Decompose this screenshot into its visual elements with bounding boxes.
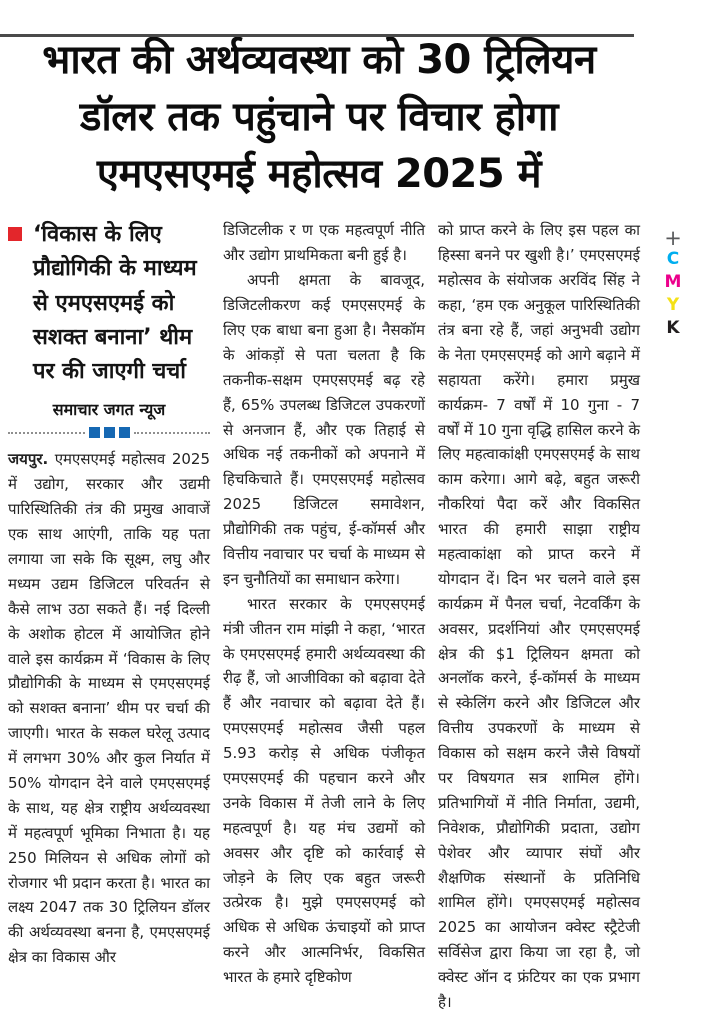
cmyk-magenta-mark: M bbox=[664, 272, 682, 292]
byline-separator bbox=[8, 427, 210, 438]
byline: समाचार जगत न्यूज bbox=[52, 399, 166, 419]
headline-line-1: भारत की अर्थव्यवस्था को 30 ट्रिलियन bbox=[42, 37, 596, 83]
standfirst bbox=[8, 218, 210, 388]
article-column-2 bbox=[223, 218, 425, 1015]
headline bbox=[8, 32, 630, 202]
cmyk-yellow-mark: Y bbox=[666, 295, 680, 315]
article-column-3 bbox=[438, 218, 640, 1015]
print-registration-marks bbox=[656, 228, 690, 340]
blue-square-icon bbox=[89, 427, 100, 438]
headline-line-2: डॉलर तक पहुंचाने पर विचार होगा bbox=[79, 93, 559, 140]
cmyk-cyan-mark: C bbox=[666, 249, 680, 269]
paragraph-col2-3: भारत सरकार के एमएसएमई मंत्री जीतन राम मांझी ने कहा, ‘भारत के एमएसएमई हमारी अर्थव्यवस्था की रीढ़ हैं, जो आजीविका को बढ़ावा देते हैं और नवाचार को बढ़ावा देते हैं। एमएसएमई महोत्सव जैसी पहल 5.93 करोड़ से अधिक पंजीकृत एमएसएमई की पहचान करने और उनके विकास में तेजी लाने के लिए महत्वपूर्ण है। यह मंच उद्यमों को अवसर और दृष्टि को कार्रवाई से जोड़ने के लिए एक बहुत जरूरी उत्प्रेरक है। मुझे एमएसएमई को अधिक से अधिक ऊंचाइयों को प्राप्त करने और आत्मनिर्भर, विकसित भारत के हमारे दृष्टिकोण bbox=[223, 594, 425, 987]
red-square-bullet-icon bbox=[8, 227, 22, 241]
headline-line-3: एमएसएमई महोत्सव 2025 में bbox=[96, 150, 542, 197]
paragraph-col2-1: डिजिटलीक र ण एक महत्वपूर्ण नीति और उद्योग प्राथमिकता बनी हुई है। bbox=[223, 221, 425, 265]
paragraph-col3: को प्राप्त करने के लिए इस पहल का हिस्सा बनने पर खुशी है।’ एमएसएमई महोत्सव के संयोजक अरविंद सिंह ने कहा, ‘हम एक अनुकूल पारिस्थितिकी तंत्र बना रहे हैं, जहां अनुभवी उद्योग के नेता एमएसएमई को आगे बढ़ाने में सहायता करेंगे। हमारा प्रमुख कार्यक्रम- 7 वर्षों में 10 गुना - 7 वर्षों में 10 गुना वृद्धि हासिल करने के लिए महत्वाकांक्षी एमएसएमई के साथ काम करेगा। आगे बढ़े, बहुत जरूरी नौकरियां पैदा करें और विकसित भारत की हमारी साझा राष्ट्रीय महत्वाकांक्षा को प्राप्त करने में योगदान दें। दिन भर चलने वाले इस कार्यक्रम में पैनल चर्चा, नेटवर्किंग के अवसर, प्रदर्शनियां और एमएसएमई क्षेत्र की $1 ट्रिलियन क्षमता को अनलॉक करने, ई-कॉमर्स के माध्यम से स्केलिंग करने और डिजिटल और वित्तीय उपकरणों के माध्यम से विकास को सक्षम करने जैसे विषयों पर विषयगत सत्र शामिल होंगे। प्रतिभागियों में नीति निर्माता, उद्यमी, निवेशक, प्रौद्योगिकी प्रदाता, उद्योग पेशेवर और व्यापार संघों और शैक्षणिक संस्थानों के प्रतिनिधि शामिल होंगे। एमएसएमई महोत्सव 2025 का आयोजन क्वेस्ट स्ट्रैटेजी सर्विसेज द्वारा किया जा रहा है, जो क्वेस्ट ऑन द फ्रंटियर का एक प्रभाग है। bbox=[438, 221, 640, 1011]
dotted-rule-right bbox=[134, 432, 211, 434]
article-column-1 bbox=[8, 218, 210, 1015]
paragraph-col1 bbox=[8, 447, 210, 970]
paragraph-col2-2: अपनी क्षमता के बावजूद, डिजिटलीकरण कई एमएसएमई के लिए एक बाधा बना हुआ है। नैसकॉम के आंकड़ों से पता चलता है कि तकनीक-सक्षम एमएसएमई बढ़ रहे हैं, 65% उपलब्ध डिजिटल उपकरणों से अनजान हैं, और एक तिहाई से अधिक नई तकनीकों को अपनाने में हिचकिचाते हैं। एमएसएमई महोत्सव 2025 डिजिटल समावेशन, प्रौद्योगिकी तक पहुंच, ई-कॉमर्स और वित्तीय नवाचार पर चर्चा के माध्यम से इन चुनौतियों का समाधान करेगा। bbox=[223, 271, 425, 588]
article-body bbox=[0, 202, 648, 1015]
dateline: जयपुर. bbox=[8, 450, 49, 469]
top-rule bbox=[0, 34, 634, 37]
registration-cross-icon: + bbox=[664, 226, 682, 250]
standfirst-quote: ‘विकास के लिए प्रौद्योगिकी के माध्यम से एमएसएमई को सशक्त बनाना’ थीम पर की जाएगी चर्चा bbox=[33, 222, 197, 384]
blue-square-icon bbox=[119, 427, 130, 438]
paragraph-col1-text: एमएसएमई महोत्सव 2025 में उद्योग, सरकार और उद्यमी पारिस्थितिकी तंत्र की प्रमुख आवाजें एक साथ आएंगी, ताकि यह पता लगाया जा सके कि सूक्ष्म, लघु और मध्यम उद्यम डिजिटल परिवर्तन से कैसे लाभ उठा सकते हैं। नई दिल्ली के अशोक होटल में आयोजित होने वाले इस कार्यक्रम में ‘विकास के लिए प्रौद्योगिकी के माध्यम से एमएसएमई को सशक्त बनाना’ थीम पर चर्चा की जाएगी। भारत के सकल घरेलू उत्पाद में लगभग 30% और कुल निर्यात में 50% योगदान देने वाले एमएसएमई के साथ, यह क्षेत्र राष्ट्रीय अर्थव्यवस्था में महत्वपूर्ण भूमिका निभाता है। यह 250 मिलियन से अधिक लोगों को रोजगार भी प्रदान करता है। भारत का लक्ष्य 2047 तक 30 ट्रिलियन डॉलर की अर्थव्यवस्था बनना है, एमएसएमई क्षेत्र का विकास और bbox=[8, 450, 210, 967]
cmyk-black-mark: K bbox=[666, 318, 680, 338]
dotted-rule-left bbox=[8, 432, 85, 434]
blue-square-icon bbox=[104, 427, 115, 438]
